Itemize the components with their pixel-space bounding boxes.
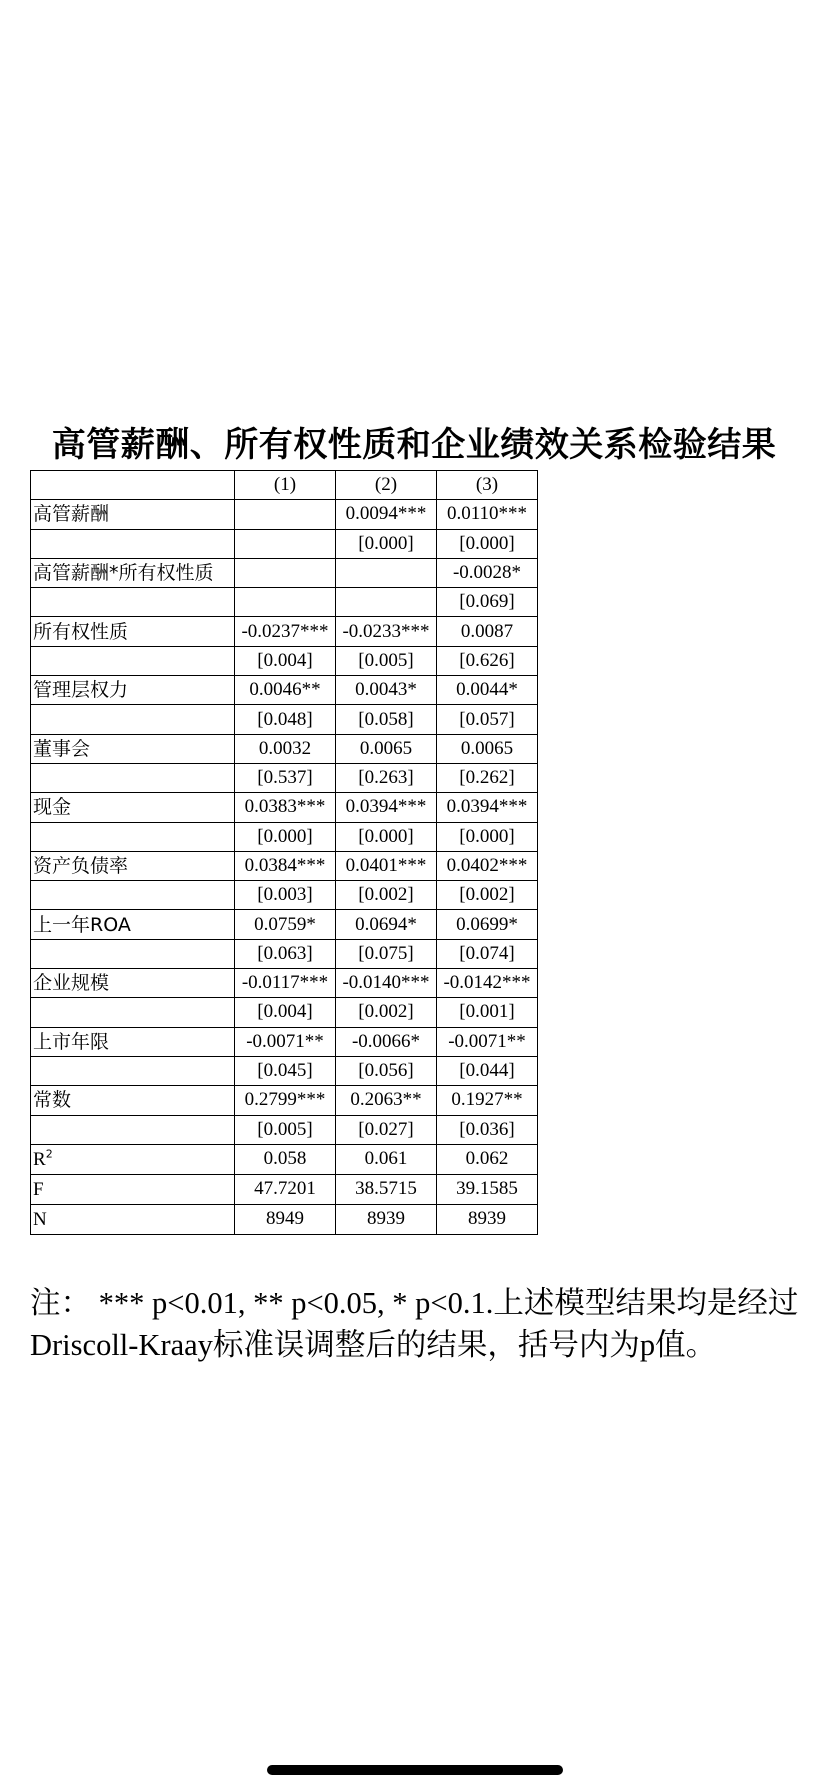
table-row xyxy=(31,851,538,880)
row-label: 上市年限 xyxy=(31,1027,235,1056)
table-cell: [0.003] xyxy=(235,881,336,910)
table-cell: [0.004] xyxy=(235,646,336,675)
table-cell: -0.0233*** xyxy=(336,617,437,646)
table-row xyxy=(31,881,538,910)
table-cell: [0.056] xyxy=(336,1056,437,1085)
table-row xyxy=(31,617,538,646)
table-row xyxy=(31,529,538,558)
table-cell: -0.0066* xyxy=(336,1027,437,1056)
table-row xyxy=(31,998,538,1027)
table-row xyxy=(31,588,538,617)
table-cell: [0.045] xyxy=(235,1056,336,1085)
table-note: 注： *** p<0.01, ** p<0.05, * p<0.1.上述模型结果均是经过Driscoll-Kraay标准误调整后的结果，括号内为p值。 xyxy=(30,1286,799,1362)
table-cell: -0.0237*** xyxy=(235,617,336,646)
table-cell: [0.000] xyxy=(336,529,437,558)
table-cell: 0.0699* xyxy=(437,910,538,939)
table-row xyxy=(31,734,538,763)
r2-row xyxy=(31,1144,538,1174)
table-cell: 0.062 xyxy=(437,1144,538,1174)
table-cell: [0.000] xyxy=(336,822,437,851)
table-cell: [0.004] xyxy=(235,998,336,1027)
table-row xyxy=(31,1056,538,1085)
table-cell: [0.000] xyxy=(437,822,538,851)
row-label xyxy=(31,998,235,1027)
table-cell xyxy=(336,588,437,617)
table-cell: 0.0046** xyxy=(235,676,336,705)
r2-superscript: 2 xyxy=(45,1147,53,1161)
row-label xyxy=(31,822,235,851)
table-cell: 8939 xyxy=(336,1204,437,1234)
row-label: 资产负债率 xyxy=(31,851,235,880)
table-cell: -0.0071** xyxy=(235,1027,336,1056)
row-label xyxy=(31,646,235,675)
table-cell: [0.002] xyxy=(336,881,437,910)
table-cell: 0.0043* xyxy=(336,676,437,705)
table-cell: [0.074] xyxy=(437,939,538,968)
table-cell: 0.0383*** xyxy=(235,793,336,822)
table-cell: [0.000] xyxy=(235,822,336,851)
table-cell: [0.036] xyxy=(437,1115,538,1144)
table-cell: [0.057] xyxy=(437,705,538,734)
table-cell: -0.0140*** xyxy=(336,969,437,998)
table-cell: [0.000] xyxy=(437,529,538,558)
table-cell: [0.002] xyxy=(437,881,538,910)
table-cell: [0.005] xyxy=(336,646,437,675)
table-cell: [0.002] xyxy=(336,998,437,1027)
table-cell: 0.0402*** xyxy=(437,851,538,880)
row-label-f xyxy=(31,1174,235,1204)
table-row xyxy=(31,822,538,851)
table-cell xyxy=(235,500,336,529)
row-label-n xyxy=(31,1204,235,1234)
table-cell: 0.2799*** xyxy=(235,1086,336,1115)
row-label: 管理层权力 xyxy=(31,676,235,705)
r2-label: R xyxy=(33,1148,46,1170)
table-cell: 0.0759* xyxy=(235,910,336,939)
table-cell xyxy=(235,588,336,617)
table-row xyxy=(31,763,538,792)
table-cell: [0.537] xyxy=(235,763,336,792)
table-cell: 0.0394*** xyxy=(437,793,538,822)
n-row xyxy=(31,1204,538,1234)
table-cell: 0.0384*** xyxy=(235,851,336,880)
table-cell: -0.0028* xyxy=(437,558,538,587)
row-label: 高管薪酬 xyxy=(31,500,235,529)
table-title: 高管薪酬、所有权性质和企业绩效关系检验结果 xyxy=(51,425,777,465)
row-label xyxy=(31,939,235,968)
table-cell: 38.5715 xyxy=(336,1174,437,1204)
table-cell: -0.0117*** xyxy=(235,969,336,998)
table-cell: 0.061 xyxy=(336,1144,437,1174)
row-label: 所有权性质 xyxy=(31,617,235,646)
header-row xyxy=(31,471,538,500)
table-cell: [0.027] xyxy=(336,1115,437,1144)
table-cell: [0.262] xyxy=(437,763,538,792)
table-cell: -0.0071** xyxy=(437,1027,538,1056)
table-cell: 0.0044* xyxy=(437,676,538,705)
table-cell: [0.626] xyxy=(437,646,538,675)
header-cell-model-1: (1) xyxy=(235,471,336,500)
table-row xyxy=(31,910,538,939)
table-cell: 0.0094*** xyxy=(336,500,437,529)
table-row xyxy=(31,676,538,705)
table-cell: [0.075] xyxy=(336,939,437,968)
table-cell: [0.044] xyxy=(437,1056,538,1085)
regression-results-table xyxy=(30,470,538,1235)
n-label: N xyxy=(33,1208,47,1230)
table-cell: 0.0065 xyxy=(437,734,538,763)
table-cell: [0.005] xyxy=(235,1115,336,1144)
table-cell: 47.7201 xyxy=(235,1174,336,1204)
table-cell: 0.0401*** xyxy=(336,851,437,880)
table-row xyxy=(31,558,538,587)
f-label: F xyxy=(33,1178,44,1200)
table-row xyxy=(31,969,538,998)
row-label xyxy=(31,881,235,910)
table-cell: -0.0142*** xyxy=(437,969,538,998)
row-label: 现金 xyxy=(31,793,235,822)
row-label: 常数 xyxy=(31,1086,235,1115)
table-cell: [0.058] xyxy=(336,705,437,734)
table-row xyxy=(31,500,538,529)
header-cell-blank xyxy=(31,471,235,500)
table-cell: 0.0110*** xyxy=(437,500,538,529)
table-row xyxy=(31,1086,538,1115)
table-row xyxy=(31,646,538,675)
row-label xyxy=(31,1056,235,1085)
table-cell: 8949 xyxy=(235,1204,336,1234)
table-row xyxy=(31,705,538,734)
table-cell xyxy=(235,558,336,587)
table-cell: 0.058 xyxy=(235,1144,336,1174)
home-indicator[interactable] xyxy=(267,1765,563,1775)
table-cell: [0.263] xyxy=(336,763,437,792)
table-cell: 39.1585 xyxy=(437,1174,538,1204)
row-label: 董事会 xyxy=(31,734,235,763)
row-label xyxy=(31,588,235,617)
row-label: 企业规模 xyxy=(31,969,235,998)
row-label xyxy=(31,529,235,558)
table-cell: 0.1927** xyxy=(437,1086,538,1115)
table-row xyxy=(31,1027,538,1056)
header-cell-model-2: (2) xyxy=(336,471,437,500)
table-cell: 0.0694* xyxy=(336,910,437,939)
table-cell: [0.069] xyxy=(437,588,538,617)
row-label xyxy=(31,1115,235,1144)
row-label xyxy=(31,763,235,792)
table-cell xyxy=(235,529,336,558)
table-cell xyxy=(336,558,437,587)
table-cell: 0.0394*** xyxy=(336,793,437,822)
table-cell: [0.048] xyxy=(235,705,336,734)
table-cell: 0.0065 xyxy=(336,734,437,763)
row-label: 上一年ROA xyxy=(31,910,235,939)
table-cell: 0.2063** xyxy=(336,1086,437,1115)
header-cell-model-3: (3) xyxy=(437,471,538,500)
row-label xyxy=(31,705,235,734)
table-row xyxy=(31,939,538,968)
table-cell: [0.063] xyxy=(235,939,336,968)
table-cell: 0.0087 xyxy=(437,617,538,646)
row-label-r2 xyxy=(31,1144,235,1174)
table-row xyxy=(31,1115,538,1144)
row-label: 高管薪酬*所有权性质 xyxy=(31,558,235,587)
table-cell: 8939 xyxy=(437,1204,538,1234)
table-cell: [0.001] xyxy=(437,998,538,1027)
f-row xyxy=(31,1174,538,1204)
table-row xyxy=(31,793,538,822)
table-cell: 0.0032 xyxy=(235,734,336,763)
